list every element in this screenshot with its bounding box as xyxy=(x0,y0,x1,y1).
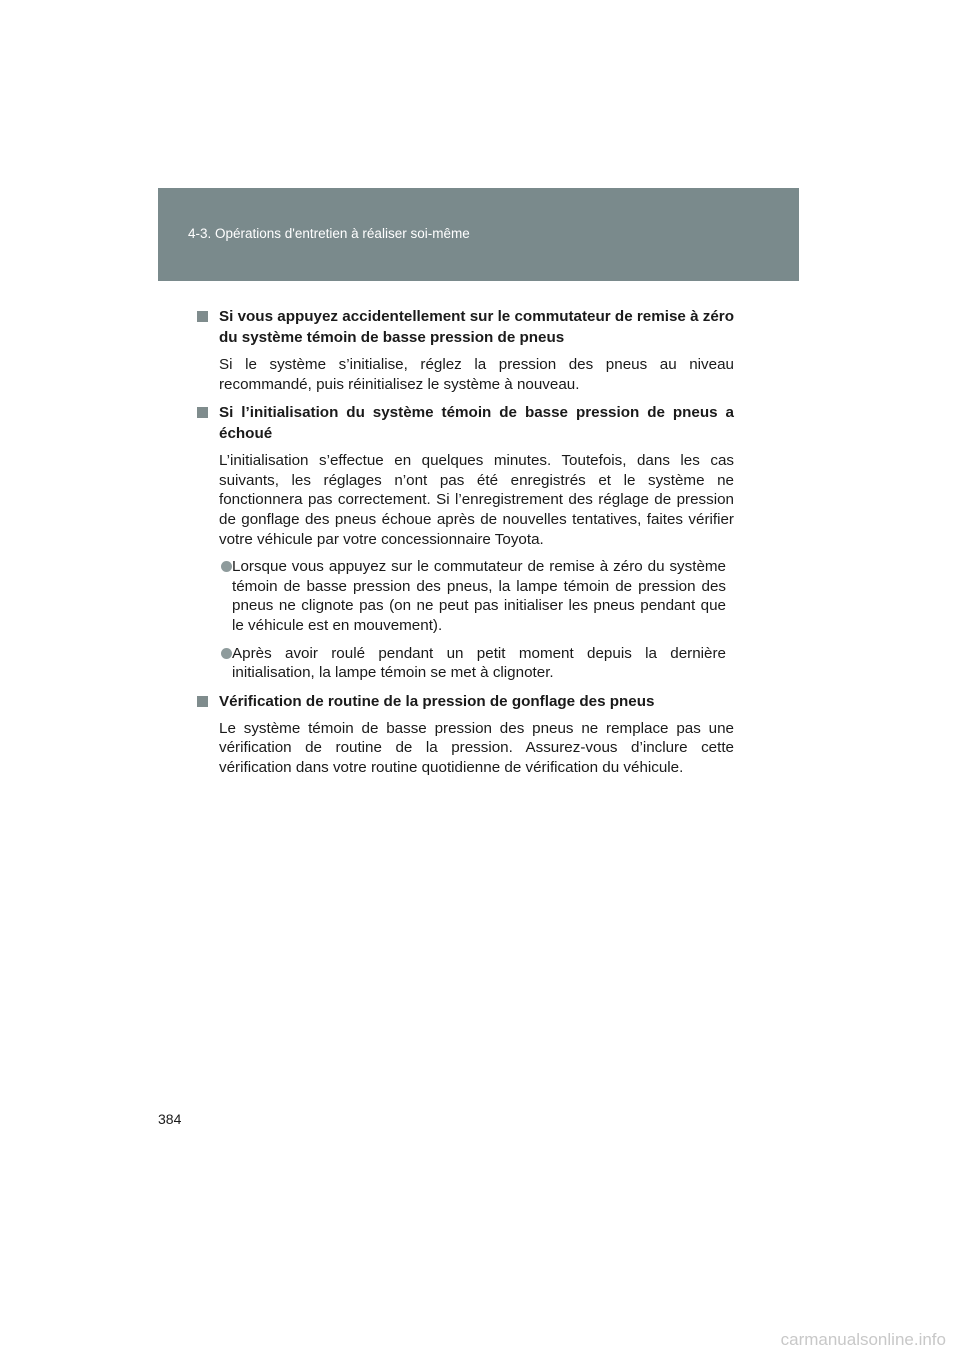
section-paragraph: L’initialisation s’effectue en quelques minutes. Toutefois, dans les cas suivants, les réglages n’ont pas été enregistrés et le système ne fonctionnera pas correctement. Si l’enregistrement des réglage de pression de gonflage des pneus échoue après de nouvelles tentatives, faites vérifier votre véhicule par votre concessionnaire Toyota. xyxy=(219,452,734,548)
page-content xyxy=(196,306,734,786)
section-heading xyxy=(196,306,734,348)
section-heading xyxy=(196,402,734,444)
watermark: carmanualsonline.info xyxy=(780,1330,946,1349)
section-paragraph: Si le système s’initialise, réglez la pression des pneus au niveau recommandé, puis réinitialisez le système à nouveau. xyxy=(219,356,734,393)
circle-bullet-icon xyxy=(221,561,232,572)
circle-bullet-icon xyxy=(221,648,232,659)
section-paragraph: Le système témoin de basse pression des pneus ne remplace pas une vérification de routine de la pression. Assurez-vous d’inclure cette vérification dans votre routine quotidienne de vérification du véhicule. xyxy=(219,719,734,776)
section-heading xyxy=(196,691,734,712)
square-bullet-icon xyxy=(197,407,208,418)
section-heading-text: Vérification de routine de la pression de gonflage des pneus xyxy=(219,692,655,710)
square-bullet-icon xyxy=(197,311,208,322)
list-item xyxy=(196,557,734,635)
list-item-text: Lorsque vous appuyez sur le commutateur de remise à zéro du système témoin de basse pression des pneus, la lampe témoin de pression des pneus ne clignote pas (on ne peut pas initialiser les pneus pendant que le véhicule est en mouvement). xyxy=(232,558,726,634)
section-header-band xyxy=(158,188,799,281)
list-item-text: Après avoir roulé pendant un petit moment depuis la dernière initialisation, la lampe témoin se met à clignoter. xyxy=(232,644,726,682)
section-routine-check xyxy=(196,691,734,778)
section-accidental-reset xyxy=(196,306,734,394)
list-item xyxy=(196,644,734,683)
page-number: 384 xyxy=(158,1111,182,1127)
square-bullet-icon xyxy=(197,696,208,707)
section-title: 4-3. Opérations d'entretien à réaliser soi-même xyxy=(188,226,470,241)
section-heading-text: Si l’initialisation du système témoin de basse pression de pneus a échoué xyxy=(219,404,734,443)
section-initialization-failed xyxy=(196,402,734,683)
section-heading-text: Si vous appuyez accidentellement sur le commutateur de remise à zéro du système témoin de basse pression de pneus xyxy=(219,308,734,346)
